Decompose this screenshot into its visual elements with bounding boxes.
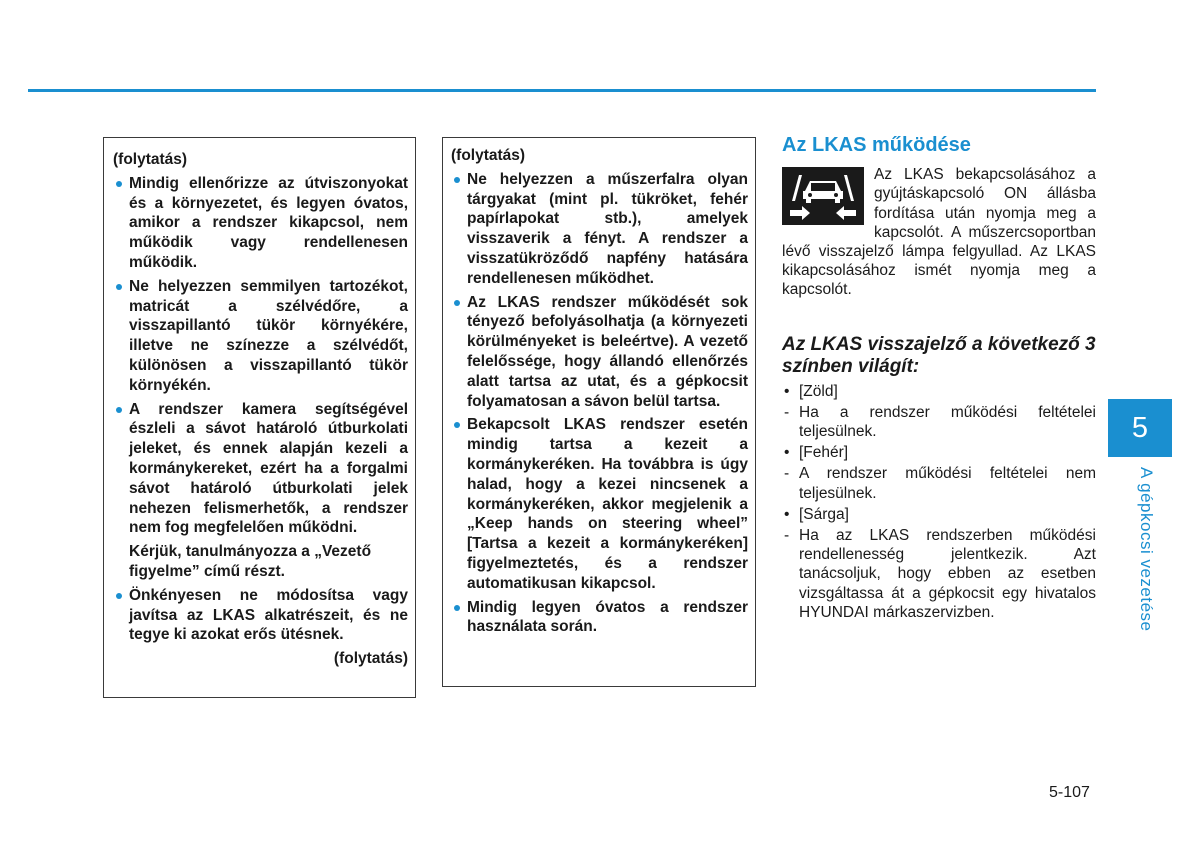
legend-item: • [Fehér] <box>784 444 849 462</box>
warning-box-middle <box>442 137 756 687</box>
warning-list-tail <box>113 586 408 645</box>
warning-list <box>451 170 748 637</box>
warning-item: Önkényesen ne módosítsa vagy javítsa az LKAS alkatrészeit, és ne tegye ki azokat erős ütésnek. <box>113 586 408 645</box>
warning-item: Mindig ellenőrizze az útviszonyokat és a környezetet, és legyen óvatos, amikor a rendszer kikapcsol, nem működik vagy rendellenesen működik. <box>113 174 408 273</box>
section-paragraph: Az LKAS bekapcsolásához a gyújtáskapcsoló ON állásba fordítása után nyomja meg a kapcsolót. A műszercsoportban lévő visszajelző lámpa felgyullad. Az LKAS kikapcsolásához ismét nyomja meg a kapcsolót. <box>782 166 1096 299</box>
legend-item: • [Sárga] <box>784 505 849 523</box>
header-rule <box>28 89 1096 92</box>
continued-footer: (folytatás) <box>333 650 408 668</box>
warning-note: Kérjük, tanulmányozza a „Vezető figyelme” című részt. <box>129 543 372 580</box>
legend-item: • [Zöld] <box>784 382 838 400</box>
legend-item: - Ha az LKAS rendszerben működési rendellenesség jelentkezik. Azt tanácsoljuk, hogy ebben az esetben vizsgáltassa át a gépkocsit egy hivatalos HYUNDAI márkaszervizben. <box>784 527 1096 621</box>
section-subtitle: Az LKAS visszajelző a következő 3 színben világít: <box>782 333 1096 377</box>
warning-item: A rendszer kamera segítségével észleli a sávot határoló útburkolati jeleket, és ennek alapján kezeli a kormánykereket, ezért ha a forgalmi sávot határoló útburkolati jelek nehezen felismerhetők, a rendszer nem fog megfelelően működni. <box>113 400 408 539</box>
page-number: 5-107 <box>1049 784 1090 801</box>
lkas-indicator-icon <box>782 167 864 225</box>
warning-box-left <box>103 137 416 698</box>
continued-header: (folytatás) <box>113 151 188 168</box>
chapter-tab: 5 <box>1108 399 1172 457</box>
warning-item: Bekapcsolt LKAS rendszer esetén mindig tartsa a kezeit a kormánykeréken. Ha továbbra is úgy halad, hogy a kezei nincsenek a kormánykeréken, akkor megjelenik a „Keep hands on steering wheel” [Tartsa a kezeit a kormánykeréken] figyelmeztetés, és a rendszer automatikusan kikapcsol. <box>451 415 748 593</box>
legend-item: - A rendszer működési feltételei nem teljesülnek. <box>784 465 1096 502</box>
continued-header: (folytatás) <box>451 147 526 164</box>
warning-item: Ne helyezzen semmilyen tartozékot, matricát a szélvédőre, a visszapillantó tükör környékére, illetve ne színezze a szélvédőt, különösen a visszapillantó tükör környékén. <box>113 277 408 396</box>
warning-item: Az LKAS rendszer működését sok tényező befolyásolhatja (a környezeti körülményeket is beleértve). A vezető felelőssége, hogy állandó ellenőrzés alatt tartsa az utat, és a gépkocsit folyamatosan a sávon belül tartsa. <box>451 293 748 412</box>
warning-list <box>113 174 408 538</box>
indicator-color-list <box>782 382 1096 622</box>
chapter-label: A gépkocsi vezetése <box>1137 467 1156 632</box>
legend-item: - Ha a rendszer működési feltételei teljesülnek. <box>784 403 1096 441</box>
warning-item: Mindig legyen óvatos a rendszer használata során. <box>451 598 748 638</box>
section-title: Az LKAS működése <box>782 134 971 156</box>
warning-item: Ne helyezzen a műszerfalra olyan tárgyakat (mint pl. tükröket, fehér papírlapokat stb.), amelyek visszaverik a fényt. A rendszer a visszatükröződő napfény hatására rendellenesen működhet. <box>451 170 748 289</box>
lkas-operation-section <box>782 136 1096 624</box>
